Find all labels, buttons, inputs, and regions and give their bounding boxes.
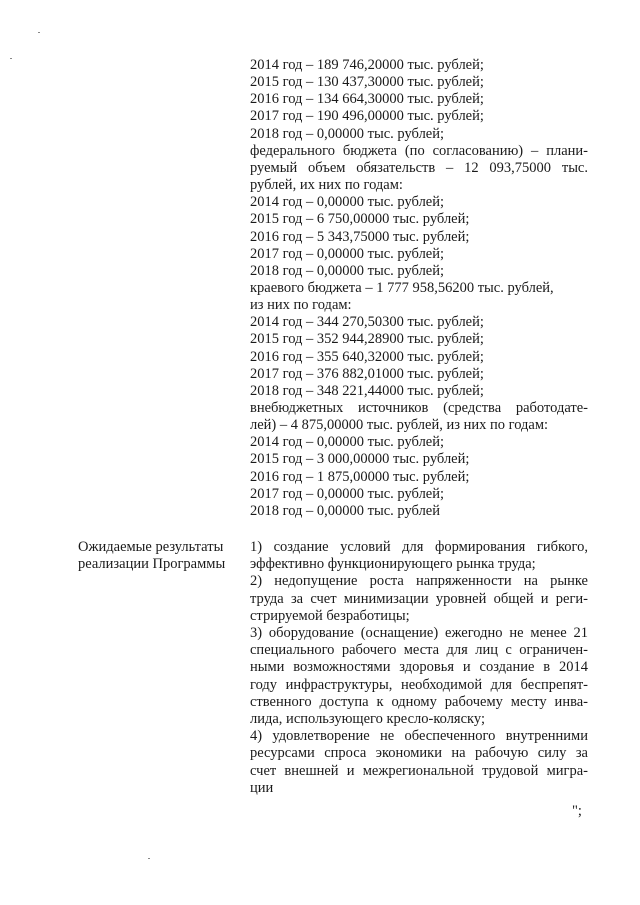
results-block-line: 1) создание условий для формирования гибкого, <box>250 539 588 555</box>
top-block-line: руемый объем обязательств – 12 093,75000 тыс. <box>250 159 588 176</box>
results-block-line: 4) удовлетворение не обеспеченного внутренними <box>250 728 588 745</box>
results-block-line: счет внешней и межрегиональной трудовой мигра- <box>250 762 588 779</box>
scan-speck <box>38 32 40 33</box>
top-block-line: 2017 год – 0,00000 тыс. рублей; <box>250 245 445 262</box>
closing-quote-mark: "; <box>572 803 582 819</box>
results-block-line: ции <box>250 779 274 796</box>
results-block-line: 2) недопущение роста напряженности на рынке <box>250 573 588 590</box>
top-block-line: 2018 год – 348 221,44000 тыс. рублей; <box>250 382 484 399</box>
top-block-line: 2016 год – 5 343,75000 тыс. рублей; <box>250 228 470 245</box>
top-block-line: 2018 год – 0,00000 тыс. рублей <box>250 502 441 519</box>
scan-speck <box>148 858 150 859</box>
top-block-line: 2015 год – 3 000,00000 тыс. рублей; <box>250 451 470 468</box>
results-block-line: ными возможностями здоровья и создание в 2014 <box>250 659 588 676</box>
top-block-line: федерального бюджета (по согласованию) – плани- <box>250 142 588 159</box>
top-block-line: 2015 год – 6 750,00000 тыс. рублей; <box>250 211 470 228</box>
top-block-line: внебюджетных источников (средства работодате- <box>250 400 588 416</box>
top-block-line: 2015 год – 130 437,30000 тыс. рублей; <box>250 74 484 91</box>
scan-speck <box>10 58 12 59</box>
top-block-line: 2017 год – 0,00000 тыс. рублей; <box>250 485 445 502</box>
results-block-line: ственного доступа к одному рабочему месту инва- <box>250 693 588 710</box>
top-block-line: 2018 год – 0,00000 тыс. рублей; <box>250 262 445 279</box>
top-block-line: 2015 год – 352 944,28900 тыс. рублей; <box>250 331 484 348</box>
top-block-line: из них по годам: <box>250 297 352 314</box>
results-label-line: реализации Программы <box>78 556 226 573</box>
top-block-line: лей) – 4 875,00000 тыс. рублей, из них по годам: <box>250 417 549 434</box>
top-block-line: 2016 год – 355 640,32000 тыс. рублей; <box>250 348 484 365</box>
results-block-line: году инфраструктуры, необходимой для беспрепят- <box>250 676 588 693</box>
top-block-line: 2017 год – 190 496,00000 тыс. рублей; <box>250 108 484 125</box>
top-block-line: 2016 год – 1 875,00000 тыс. рублей; <box>250 468 470 485</box>
top-block-line: 2014 год – 0,00000 тыс. рублей; <box>250 194 445 211</box>
top-block-line: рублей, их них по годам: <box>250 177 403 194</box>
results-block-line: труда за счет минимизации уровней общей и реги- <box>250 590 588 607</box>
results-block-line: специального рабочего места для лиц с ограничен- <box>250 642 588 659</box>
results-block-line: 3) оборудование (оснащение) ежегодно не менее 21 <box>250 625 588 641</box>
top-block-line: 2016 год – 134 664,30000 тыс. рублей; <box>250 91 484 108</box>
top-block-line: 2018 год – 0,00000 тыс. рублей; <box>250 125 445 142</box>
results-block-line: стрируемой безработицы; <box>250 607 410 624</box>
top-block-line: краевого бюджета – 1 777 958,56200 тыс. рублей, <box>250 279 554 296</box>
top-block-line: 2014 год – 189 746,20000 тыс. рублей; <box>250 57 484 73</box>
top-block-line: 2014 год – 344 270,50300 тыс. рублей; <box>250 314 484 331</box>
results-label-line: Ожидаемые результаты <box>78 539 224 555</box>
top-block-line: 2014 год – 0,00000 тыс. рублей; <box>250 434 445 451</box>
results-block-line: лида, использующего кресло-коляску; <box>250 711 485 727</box>
results-block-line: ресурсами спроса экономики на рабочую силу за <box>250 745 588 762</box>
results-block-line: эффективно функционирующего рынка труда; <box>250 556 536 573</box>
top-block-line: 2017 год – 376 882,01000 тыс. рублей; <box>250 365 484 382</box>
